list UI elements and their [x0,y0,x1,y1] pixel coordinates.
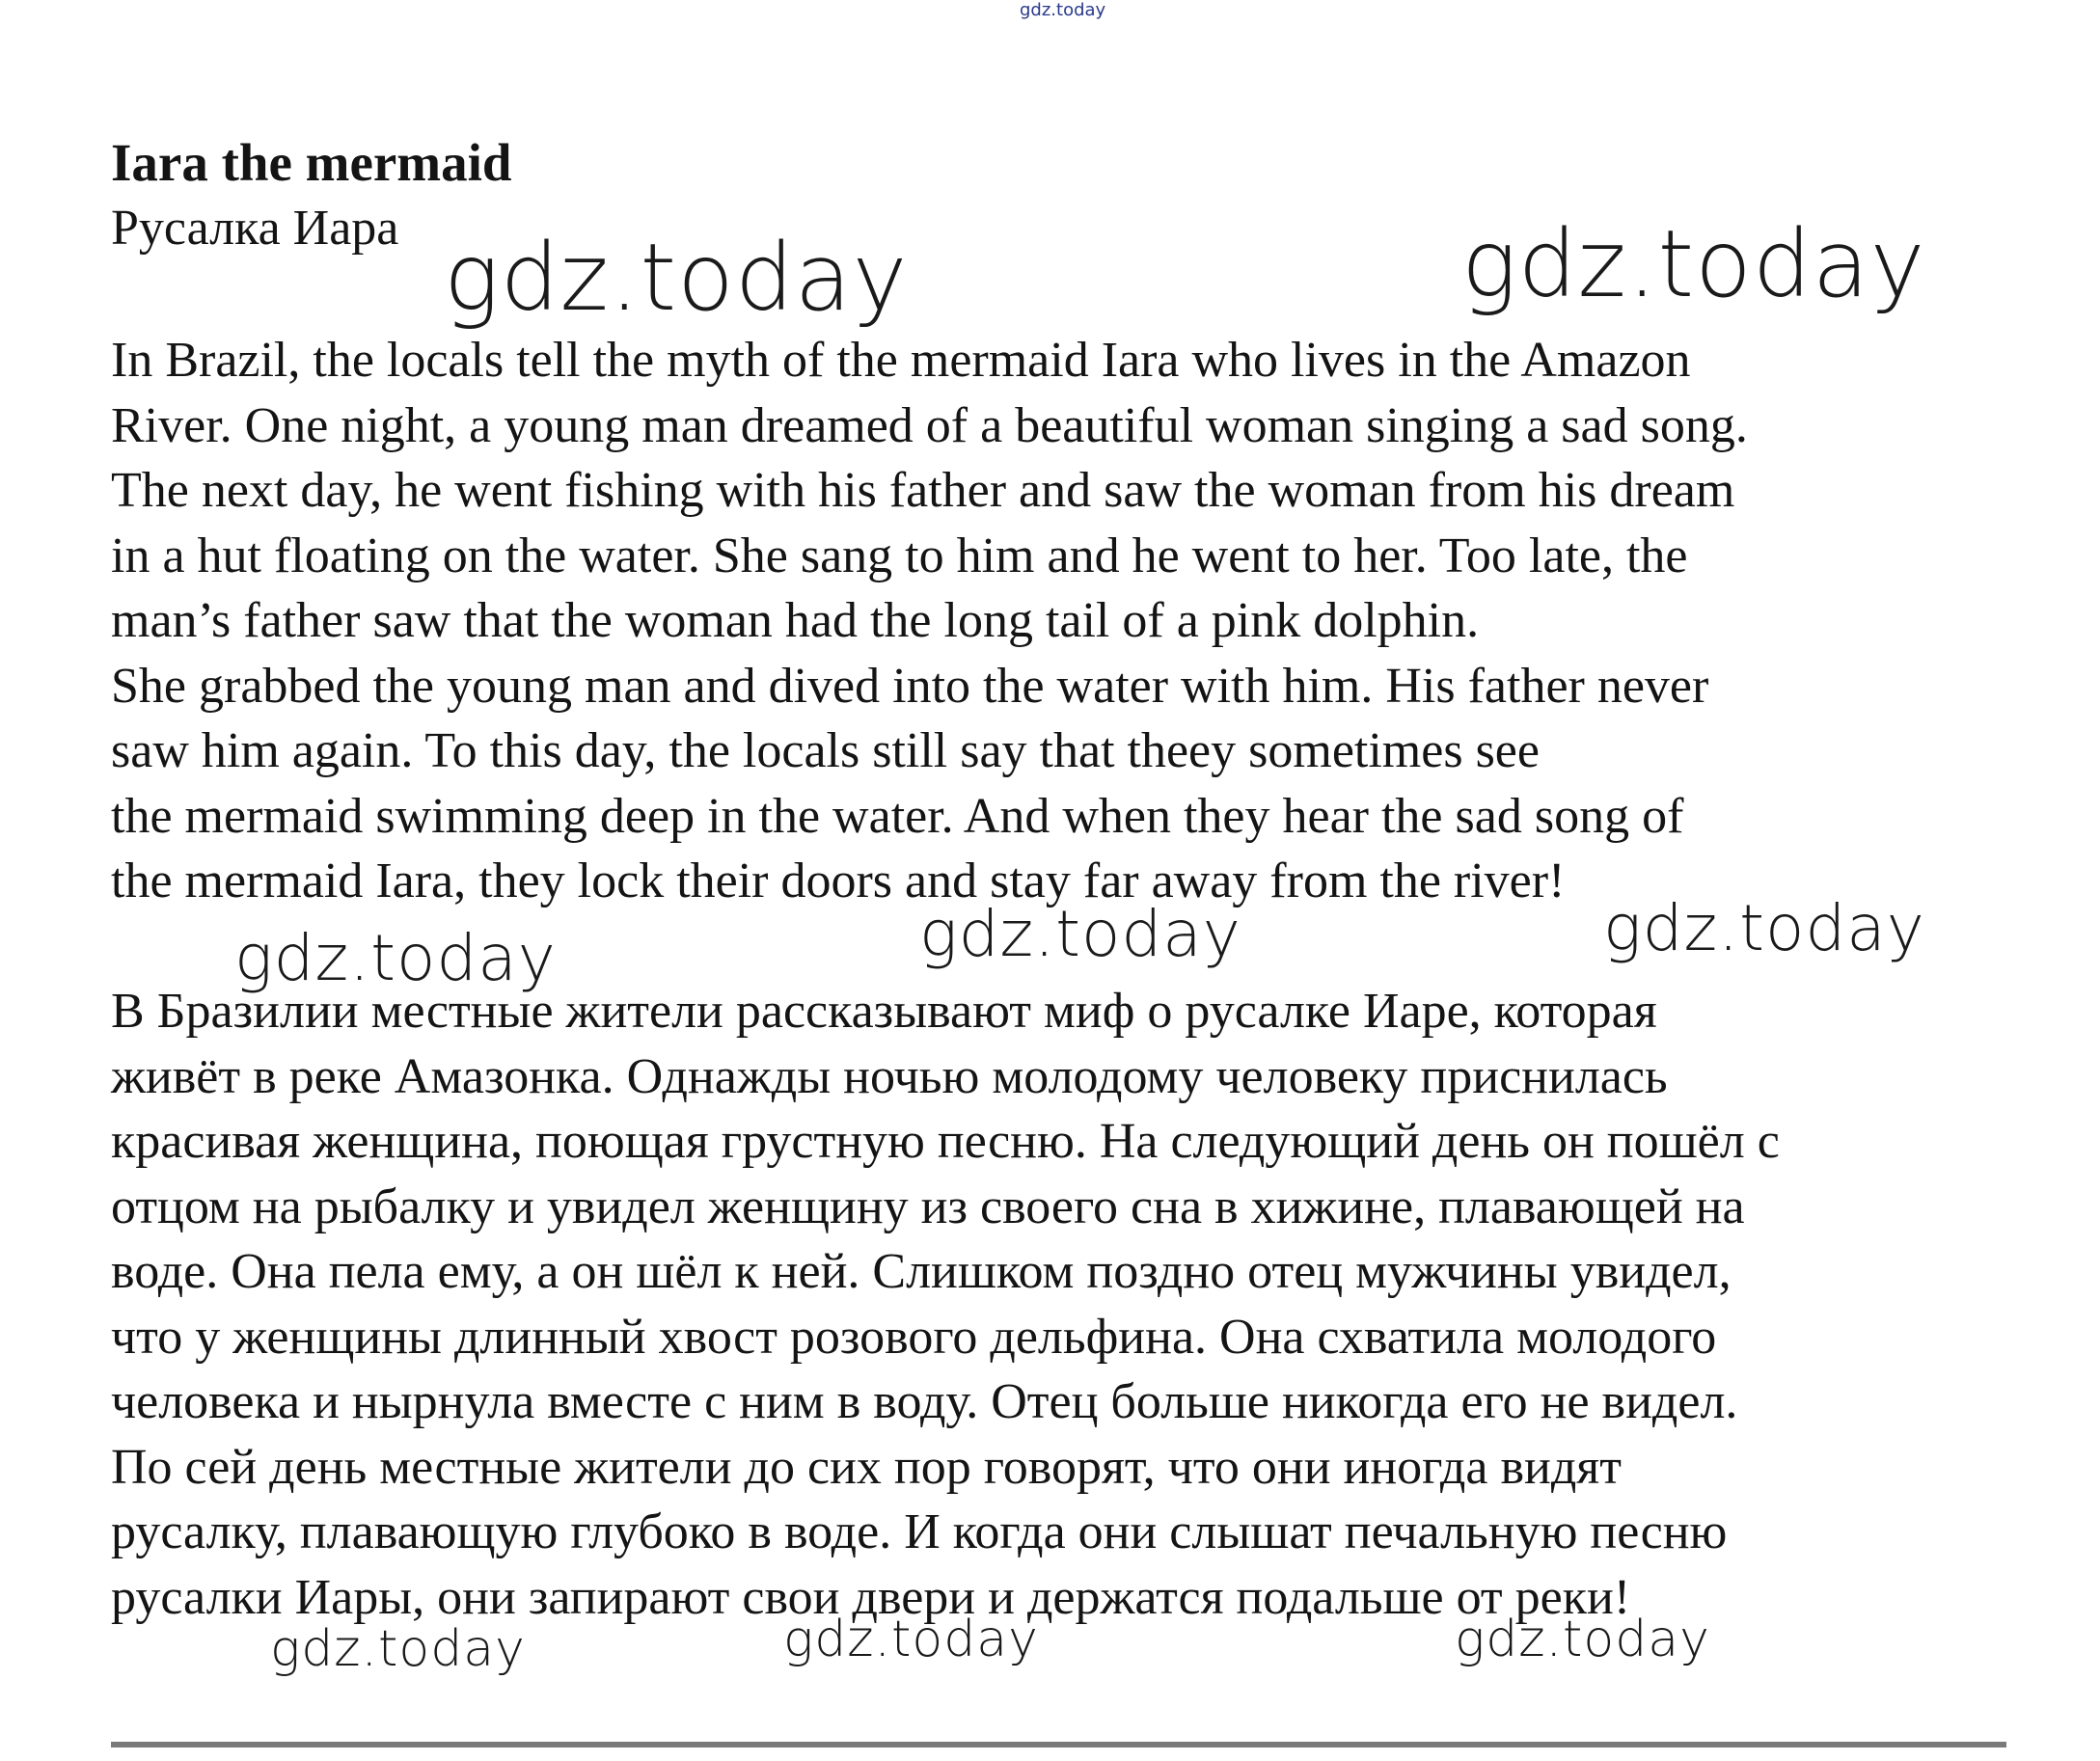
english-line: The next day, he went fishing with his father and saw the woman from his dream [111,463,1735,518]
english-line: saw him again. To this day, the locals still say that theey sometimes see [111,723,1540,778]
english-paragraph [111,328,2079,914]
english-line: in a hut floating on the water. She sang to him and he went to her. Too late, the [111,528,1688,583]
russian-line: красивая женщина, поющая грустную песню. На следующий день он пошёл с [111,1114,1780,1169]
russian-line: отцом на рыбалку и увидел женщину из своего сна в хижине, плавающей на [111,1179,1745,1234]
russian-line: живёт в реке Амазонка. Однажды ночью молодому человеку приснилась [111,1048,1668,1104]
english-line: In Brazil, the locals tell the myth of the mermaid Iara who lives in the Amazon [111,333,1691,388]
russian-paragraph [111,979,2079,1630]
bottom-divider [111,1742,2006,1747]
english-line: the mermaid swimming deep in the water. And when they hear the sad song of [111,788,1684,844]
english-line: the mermaid Iara, they lock their doors and stay far away from the river! [111,853,1566,908]
russian-line: русалку, плавающую глубоко в воде. И когда они слышат печальную песню [111,1504,1728,1559]
english-line: River. One night, a young man dreamed of a beautiful woman singing a sad song. [111,397,1748,453]
russian-line: что у женщины длинный хвост розового дельфина. Она схватила молодого [111,1309,1717,1365]
russian-line: русалки Иары, они запирают свои двери и держатся подальше от реки! [111,1569,1631,1625]
english-line: She grabbed the young man and dived into the water with him. His father never [111,658,1709,714]
watermark-text: gdz.today [234,921,557,995]
english-line: man’s father saw that the woman had the long tail of a pink dolphin. [111,593,1480,648]
russian-line: воде. Она пела ему, а он шёл к ней. Слишком поздно отец мужчины увидел, [111,1244,1732,1299]
watermark-text: gdz.today [783,1611,1039,1668]
watermark-text: gdz.today [1603,891,1925,965]
top-watermark: gdz.today [1020,0,1106,20]
watermark-text: gdz.today [1455,1611,1710,1668]
watermark-text: gdz.today [270,1620,526,1678]
watermark-text: gdz.today [1461,210,1926,318]
watermark-text: gdz.today [919,897,1241,971]
russian-line: По сей день местные жители до сих пор говорят, что они иногда видят [111,1439,1622,1495]
russian-line: человека и нырнула вместе с ним в воду. Отец больше никогда его не видел. [111,1374,1738,1429]
story-title: Iara the mermaid [111,133,512,192]
watermark-text: gdz.today [444,224,909,332]
russian-line: В Бразилии местные жители рассказывают миф о русалке Иаре, которая [111,984,1657,1039]
story-subtitle: Русалка Иара [111,201,399,256]
